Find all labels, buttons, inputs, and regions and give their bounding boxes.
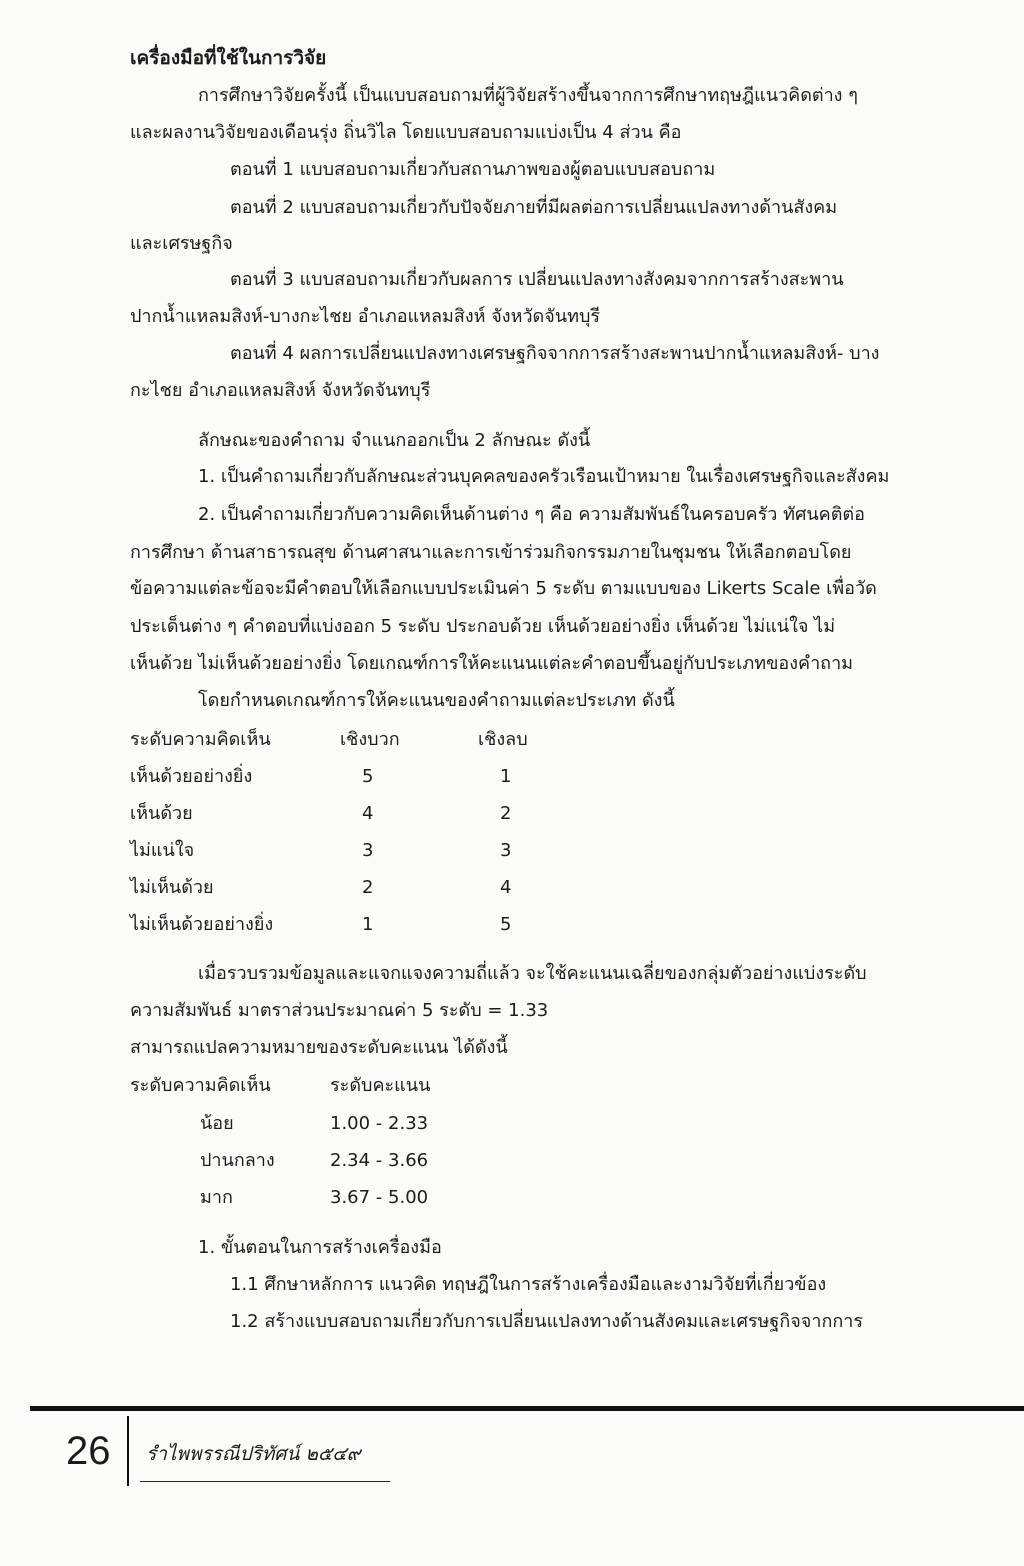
footer-rule bbox=[30, 1406, 1024, 1411]
level-row-label: น้อย bbox=[200, 1113, 234, 1134]
part-2-line-2: และเศรษฐกิจ bbox=[130, 233, 233, 254]
score-row-positive: 4 bbox=[362, 803, 374, 824]
question-type-2-line-4: ประเด็นต่าง ๆ คำตอบที่แบ่งออก 5 ระดับ ประกอบด้วย เห็นด้วยอย่างยิ่ง เห็นด้วย ไม่แน่ใจ ไม่ bbox=[130, 616, 836, 637]
part-3-line-2: ปากน้ำแหลมสิงห์-บางกะไชย อำเภอแหลมสิงห์ จังหวัดจันทบุรี bbox=[130, 306, 601, 327]
question-type-2-line-2: การศึกษา ด้านสาธารณสุข ด้านศาสนาและการเข้าร่วมกิจกรรมภายในชุมชน ให้เลือกตอบโดย bbox=[130, 542, 852, 563]
score-row-positive: 2 bbox=[362, 877, 374, 898]
level-header-opinion: ระดับความคิดเห็น bbox=[130, 1075, 271, 1096]
level-row-range: 2.34 - 3.66 bbox=[330, 1150, 429, 1171]
score-row-negative: 1 bbox=[500, 766, 512, 787]
question-intro: ลักษณะของคำถาม จำแนกออกเป็น 2 ลักษณะ ดังนี้ bbox=[198, 430, 591, 451]
running-title: รำไพพรรณีปริทัศน์ ๒๕๔๙ bbox=[146, 1443, 361, 1465]
part-3-line-1: ตอนที่ 3 แบบสอบถามเกี่ยวกับผลการ เปลี่ยนแปลงทางสังคมจากการสร้างสะพาน bbox=[230, 269, 844, 290]
after-collect-line-1: เมื่อรวบรวมข้อมูลและแจกแจงความถี่แล้ว จะใช้คะแนนเฉลี่ยของกลุ่มตัวอย่างแบ่งระดับ bbox=[198, 963, 867, 984]
question-type-1: 1. เป็นคำถามเกี่ยวกับลักษณะส่วนบุคคลของครัวเรือนเป้าหมาย ในเรื่องเศรษฐกิจและสังคม bbox=[198, 466, 890, 487]
page-number: 26 bbox=[66, 1429, 111, 1473]
level-row-label: ปานกลาง bbox=[200, 1150, 275, 1171]
step-item: 1.2 สร้างแบบสอบถามเกี่ยวกับการเปลี่ยนแปลงทางด้านสังคมและเศรษฐกิจจากการ bbox=[230, 1311, 864, 1332]
running-title-underline bbox=[140, 1481, 390, 1482]
level-row-label: มาก bbox=[200, 1187, 233, 1208]
part-4-line-2: กะไชย อำเภอแหลมสิงห์ จังหวัดจันทบุรี bbox=[130, 380, 431, 401]
section-heading: เครื่องมือที่ใช้ในการวิจัย bbox=[130, 47, 327, 69]
score-row-label: เห็นด้วย bbox=[130, 803, 193, 824]
score-row-positive: 3 bbox=[362, 840, 374, 861]
score-header-positive: เชิงบวก bbox=[340, 729, 400, 750]
question-type-2-line-5: เห็นด้วย ไม่เห็นด้วยอย่างยิ่ง โดยเกณฑ์การให้คะแนนแต่ละคำตอบขึ้นอยู่กับประเภทของคำถาม bbox=[130, 653, 854, 674]
score-row-negative: 4 bbox=[500, 877, 512, 898]
level-row-range: 1.00 - 2.33 bbox=[330, 1113, 429, 1134]
score-row-negative: 5 bbox=[500, 914, 512, 935]
part-2-line-1: ตอนที่ 2 แบบสอบถามเกี่ยวกับปัจจัยภายที่มีผลต่อการเปลี่ยนแปลงทางด้านสังคม bbox=[230, 197, 838, 218]
criteria-intro: โดยกำหนดเกณฑ์การให้คะแนนของคำถามแต่ละประเภท ดังนี้ bbox=[198, 690, 675, 711]
intro-line-2: และผลงานวิจัยของเดือนรุ่ง ถิ่นวิไล โดยแบบสอบถามแบ่งเป็น 4 ส่วน คือ bbox=[130, 122, 682, 143]
after-collect-line-2: ความสัมพันธ์ มาตราส่วนประมาณค่า 5 ระดับ = 1.33 bbox=[130, 1000, 549, 1021]
score-row-positive: 5 bbox=[362, 766, 374, 787]
score-row-label: ไม่เห็นด้วย bbox=[130, 877, 214, 898]
score-row-label: ไม่เห็นด้วยอย่างยิ่ง bbox=[130, 914, 274, 935]
score-row-positive: 1 bbox=[362, 914, 374, 935]
intro-line-1: การศึกษาวิจัยครั้งนี้ เป็นแบบสอบถามที่ผู้วิจัยสร้างขึ้นจากการศึกษาทฤษฎีแนวคิดต่าง ๆ bbox=[198, 85, 858, 106]
part-4-line-1: ตอนที่ 4 ผลการเปลี่ยนแปลงทางเศรษฐกิจจากการสร้างสะพานปากน้ำแหลมสิงห์- บาง bbox=[230, 343, 880, 364]
score-row-negative: 3 bbox=[500, 840, 512, 861]
score-row-negative: 2 bbox=[500, 803, 512, 824]
step-item: 1.1 ศึกษาหลักการ แนวคิด ทฤษฎีในการสร้างเครื่องมือและงามวิจัยที่เกี่ยวข้อง bbox=[230, 1274, 827, 1295]
level-row-range: 3.67 - 5.00 bbox=[330, 1187, 429, 1208]
score-row-label: ไม่แน่ใจ bbox=[130, 840, 195, 861]
score-header-level: ระดับความคิดเห็น bbox=[130, 729, 271, 750]
score-row-label: เห็นด้วยอย่างยิ่ง bbox=[130, 766, 253, 787]
footer-divider bbox=[127, 1416, 129, 1486]
steps-title: 1. ขั้นตอนในการสร้างเครื่องมือ bbox=[198, 1237, 442, 1258]
question-type-2-line-3: ข้อความแต่ละข้อจะมีคำตอบให้เลือกแบบประเมินค่า 5 ระดับ ตามแบบของ Likerts Scale เพื่อวัด bbox=[130, 578, 877, 599]
part-1: ตอนที่ 1 แบบสอบถามเกี่ยวกับสถานภาพของผู้ตอบแบบสอบถาม bbox=[230, 159, 716, 180]
question-type-2-line-1: 2. เป็นคำถามเกี่ยวกับความคิดเห็นด้านต่าง ๆ คือ ความสัมพันธ์ในครอบครัว ทัศนคติต่อ bbox=[198, 504, 865, 525]
score-header-negative: เชิงลบ bbox=[478, 729, 528, 750]
after-collect-line-3: สามารถแปลความหมายของระดับคะแนน ได้ดังนี้ bbox=[130, 1037, 508, 1058]
level-header-score: ระดับคะแนน bbox=[330, 1075, 431, 1096]
